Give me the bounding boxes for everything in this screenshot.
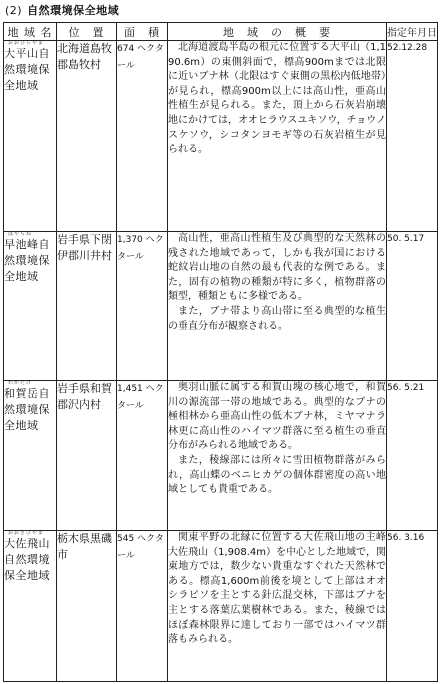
area-name: 和賀岳自然環境保全地域 (4, 387, 50, 432)
table-row (4, 232, 438, 381)
overview-paragraph: 奥羽山脈に属する和賀山塊の核心地で，和賀川の源流部一帯の地域である。典型的なブナの極相林から亜高山性の低木ブナ林，ミヤマナラ林更に高山性のハイマツ群落に至る植生の垂直分布がみられる地域である。 (168, 382, 386, 452)
designation-date-cell: 56. 3.16 (387, 531, 438, 682)
overview-paragraph: 北海道渡島半島の根元に位置する大平山（1,190.6m）の東側斜面で，標高900mまでは北限に近いブナ林（北限はすぐ東側の黒松内低地帯）が見られ，標高900m以上には高山性，亜高山性植生が見られる。また，頂上から石灰岩崩壊地にかけては，オオヒラウスユキソウ，チョウノスケソウ，シコタンヨモギ等の石灰岩植生が見られる。 (168, 42, 386, 156)
table-row (4, 381, 438, 531)
area-name-cell (4, 232, 57, 381)
overview-paragraph: また，ブナ帯より高山帯に至る典型的な植生の垂直分布が観察される。 (168, 305, 386, 332)
table-row (4, 41, 438, 232)
header-date: 指定年月日 (387, 23, 438, 41)
table-header-row (4, 23, 438, 41)
header-location: 位 置 (57, 23, 117, 41)
header-overview: 地 域 の 概 要 (168, 23, 387, 41)
area-name-cell (4, 381, 57, 531)
conservation-area-table (3, 22, 438, 682)
location-cell: 栃木県黒磯市 (57, 531, 117, 682)
area-size-cell: 1,451 ヘクタール (117, 381, 168, 531)
area-size-cell: 674 ヘクタール (117, 41, 168, 232)
designation-date-cell: 50. 5.17 (387, 232, 438, 381)
name-reading: おおひらやま (8, 40, 45, 46)
table-row (4, 531, 438, 682)
area-size-cell: 1,370 ヘクタール (117, 232, 168, 381)
name-reading: わがだけ (8, 380, 33, 386)
header-name: 地 域 名 (4, 23, 57, 41)
area-name: 大佐飛山自然環境保全地域 (4, 537, 50, 582)
area-name-cell (4, 531, 57, 682)
section-title: 自然環境保全地域 (27, 4, 120, 17)
overview-paragraph: 関東平野の北縁に位置する大佐飛山地の主峰大佐飛山（1,908.4m）を中心とした地域で，関東地方では，数少ない貴重なすぐれた天然林である。標高1,600m前後を境として上部はオオシラビソを主とする針広混交林，下部はブナを主とする落葉広葉樹林である。また，稜線ではほぼ森林限界に達しており一部ではハイマツ群落もみられる。 (168, 532, 386, 646)
location-cell: 岩手県和賀郡沢内村 (57, 381, 117, 531)
overview-cell (168, 232, 387, 381)
name-reading: おおさびやま (8, 530, 45, 536)
designation-date-cell: 52.12.28 (387, 41, 438, 232)
overview-cell (168, 531, 387, 682)
area-name-cell (4, 41, 57, 232)
location-cell: 岩手県下閉伊郡川井村 (57, 232, 117, 381)
overview-cell (168, 41, 387, 232)
overview-paragraph: 高山性，亜高山性植生及び典型的な天然林の残された地域であって，しかも我が国における蛇紋岩山地の自然の最も代表的な例である。また，固有の植物の種類が特に多く，植物群落の類型，種類ともに多様である。 (168, 233, 386, 303)
section-heading (5, 2, 119, 18)
overview-cell (168, 381, 387, 531)
section-number: (2) (5, 4, 23, 17)
name-reading: はやちね (8, 231, 33, 237)
location-cell: 北海道島牧郡島牧村 (57, 41, 117, 232)
overview-paragraph: また，稜線部には所々に雪田植物群落がみられ，高山蝶のベニヒカゲの個体群密度の高い地域としても貴重である。 (168, 454, 386, 496)
designation-date-cell: 56. 5.21 (387, 381, 438, 531)
area-size-cell: 545 ヘクタール (117, 531, 168, 682)
area-name: 早池峰自然環境保全地域 (4, 238, 50, 283)
area-name: 大平山自然環境保全地域 (4, 47, 50, 92)
header-area: 面 積 (117, 23, 168, 41)
